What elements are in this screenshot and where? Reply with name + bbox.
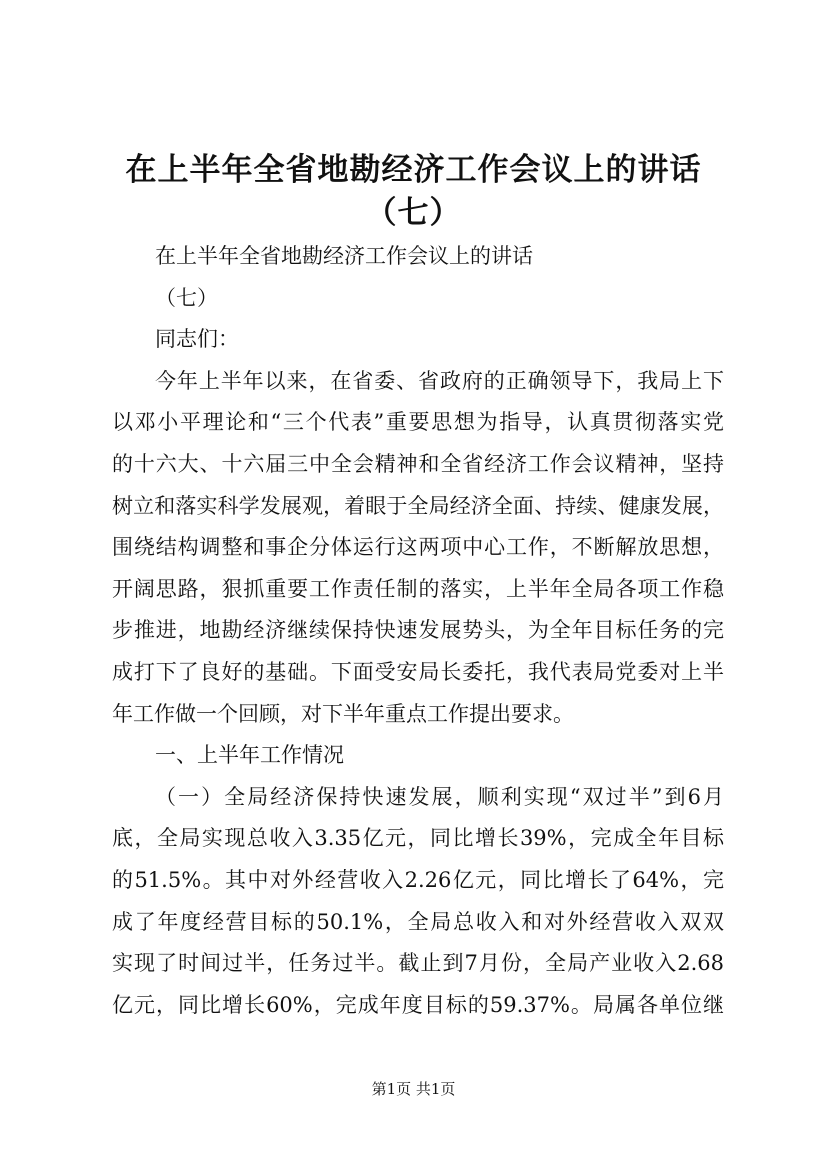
body-line: （一）全局经济保持快速发展，顺利实现“双过半”到6月 xyxy=(155,784,724,809)
body-line: 步推进，地勘经济继续保持快速发展势头，为全年目标任务的完 xyxy=(112,618,724,643)
document-title-suffix: （七） xyxy=(365,195,462,231)
body-line: 的十六大、十六届三中全会精神和全省经济工作会议精神，坚持 xyxy=(112,451,724,476)
body-line: 开阔思路，狠抓重要工作责任制的落实，上半年全局各项工作稳 xyxy=(112,576,724,601)
body-line: 成打下了良好的基础。下面受安局长委托，我代表局党委对上半 xyxy=(112,659,724,684)
page-footer: 第1页 共1页 xyxy=(371,1080,456,1098)
body-line: 以邓小平理论和“三个代表”重要思想为指导，认真贯彻落实党 xyxy=(112,410,724,435)
body-line: 在上半年全省地勘经济工作会议上的讲话 xyxy=(155,244,533,268)
document-body xyxy=(112,236,724,1026)
body-line: 成了年度经营目标的50.1%，全局总收入和对外经营收入双双 xyxy=(112,909,724,934)
body-line: 年工作做一个回顾，对下半年重点工作提出要求。 xyxy=(112,701,574,726)
body-line: 亿元，同比增长60%，完成年度目标的59.37%。局属各单位继 xyxy=(112,992,724,1017)
salutation: 同志们： xyxy=(155,327,239,352)
body-line: 的51.5%。其中对外经营收入2.26亿元，同比增长了64%，完 xyxy=(112,867,724,892)
body-line: 今年上半年以来，在省委、省政府的正确领导下，我局上下 xyxy=(155,368,724,393)
document-title: 在上半年全省地勘经济工作会议上的讲话 xyxy=(125,152,702,188)
section-heading: 一、上半年工作情况 xyxy=(155,743,344,768)
body-line: （七） xyxy=(155,285,218,310)
body-line: 实现了时间过半，任务过半。截止到7月份，全局产业收入2.68 xyxy=(112,951,724,976)
body-line: 围绕结构调整和事企分体运行这两项中心工作，不断解放思想， xyxy=(112,535,724,560)
body-line: 底，全局实现总收入3.35亿元，同比增长39%，完成全年目标 xyxy=(112,826,724,851)
body-line: 树立和落实科学发展观，着眼于全局经济全面、持续、健康发展， xyxy=(112,493,724,518)
